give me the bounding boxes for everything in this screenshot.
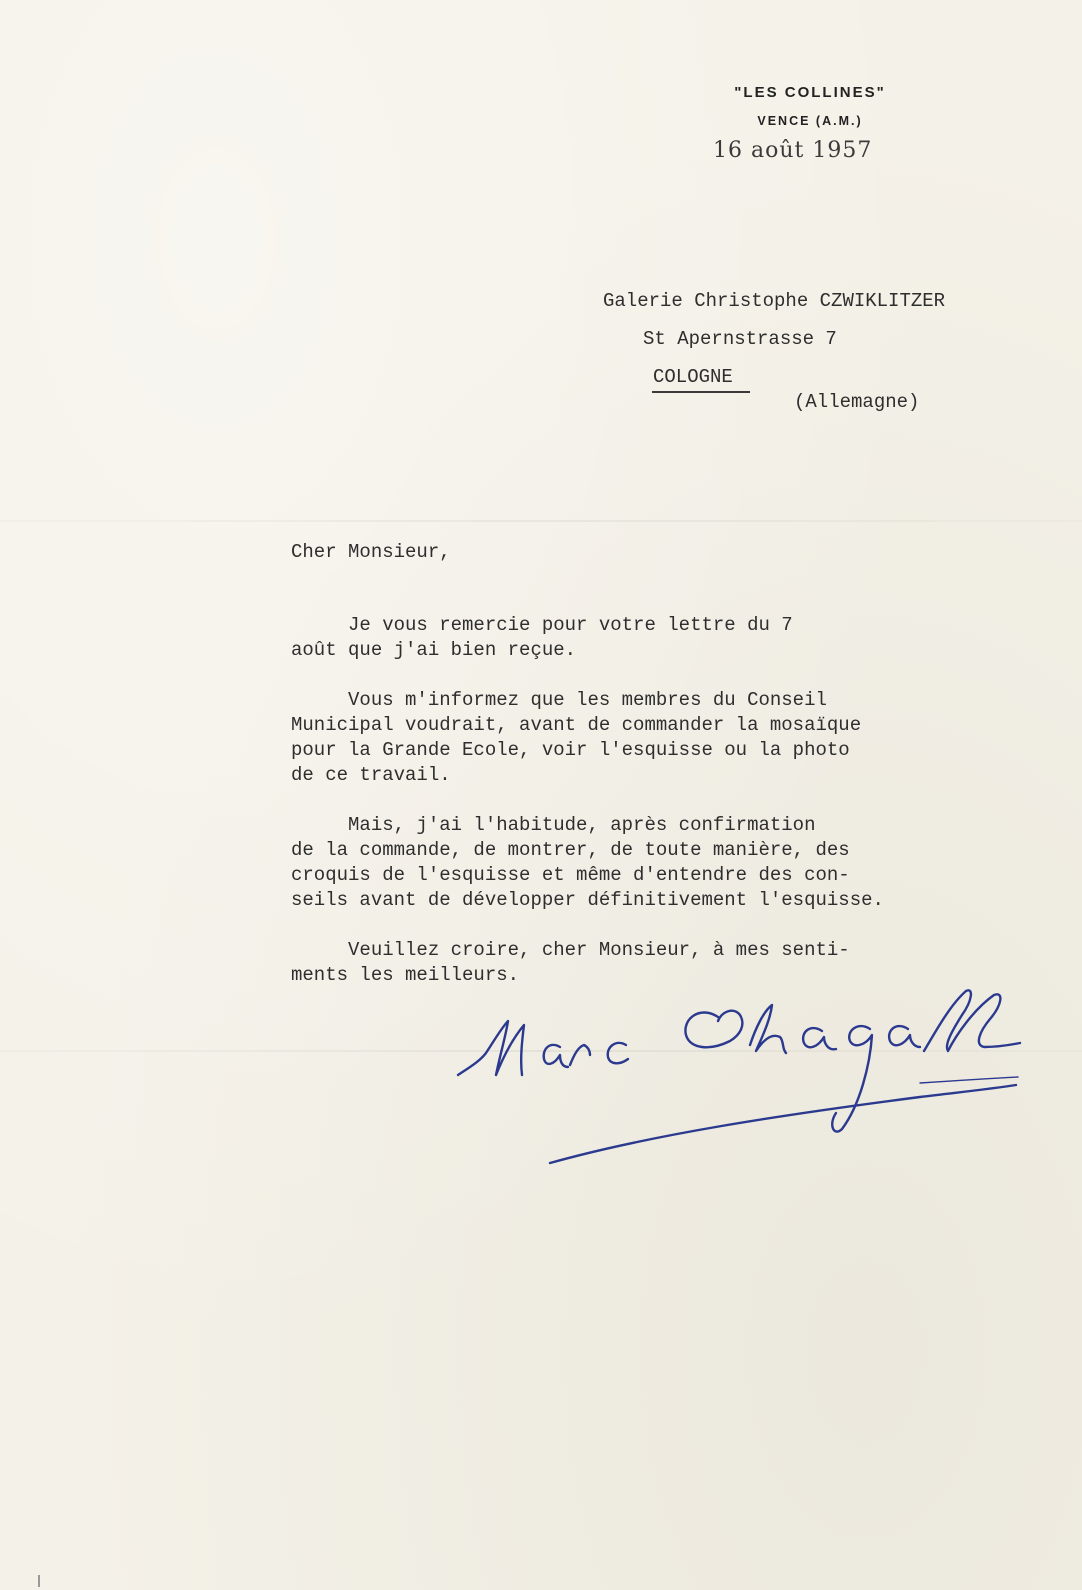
body-line: Vous m'informez que les membres du Conseil [291,689,827,711]
recipient-country: (Allemagne) [794,391,920,413]
salutation: Cher Monsieur, [291,541,451,563]
body-line: de ce travail. [291,764,451,786]
body-line: Je vous remercie pour votre lettre du 7 [291,614,793,636]
recipient-city: COLOGNE [653,366,733,388]
body-line: seils avant de développer définitivement l'esquisse. [291,889,884,911]
body-line: croquis de l'esquisse et même d'entendre des con- [291,864,850,886]
body-line: Municipal voudrait, avant de commander la mosaïque [291,714,862,736]
signature [450,975,1050,1175]
recipient-line-1: Galerie Christophe CZWIKLITZER [603,290,946,312]
margin-mark [38,1575,40,1587]
recipient-line-2: St Apernstrasse 7 [643,328,837,350]
body-line: août que j'ai bien reçue. [291,639,577,661]
body-line: pour la Grande Ecole, voir l'esquisse ou la photo [291,739,850,761]
city-underline [652,391,750,393]
signature-strokes [458,990,1020,1163]
letter-date: 16 août 1957 [713,138,873,163]
letterhead-place: VENCE (A.M.) [757,114,863,128]
body-line: Veuillez croire, cher Monsieur, à mes senti- [291,939,850,961]
body-line: ments les meilleurs. [291,964,520,986]
paper-fold [0,520,1082,522]
letterhead-name: "LES COLLINES" [734,84,886,101]
body-line: Mais, j'ai l'habitude, après confirmation [291,814,816,836]
body-line: de la commande, de montrer, de toute manière, des [291,839,850,861]
